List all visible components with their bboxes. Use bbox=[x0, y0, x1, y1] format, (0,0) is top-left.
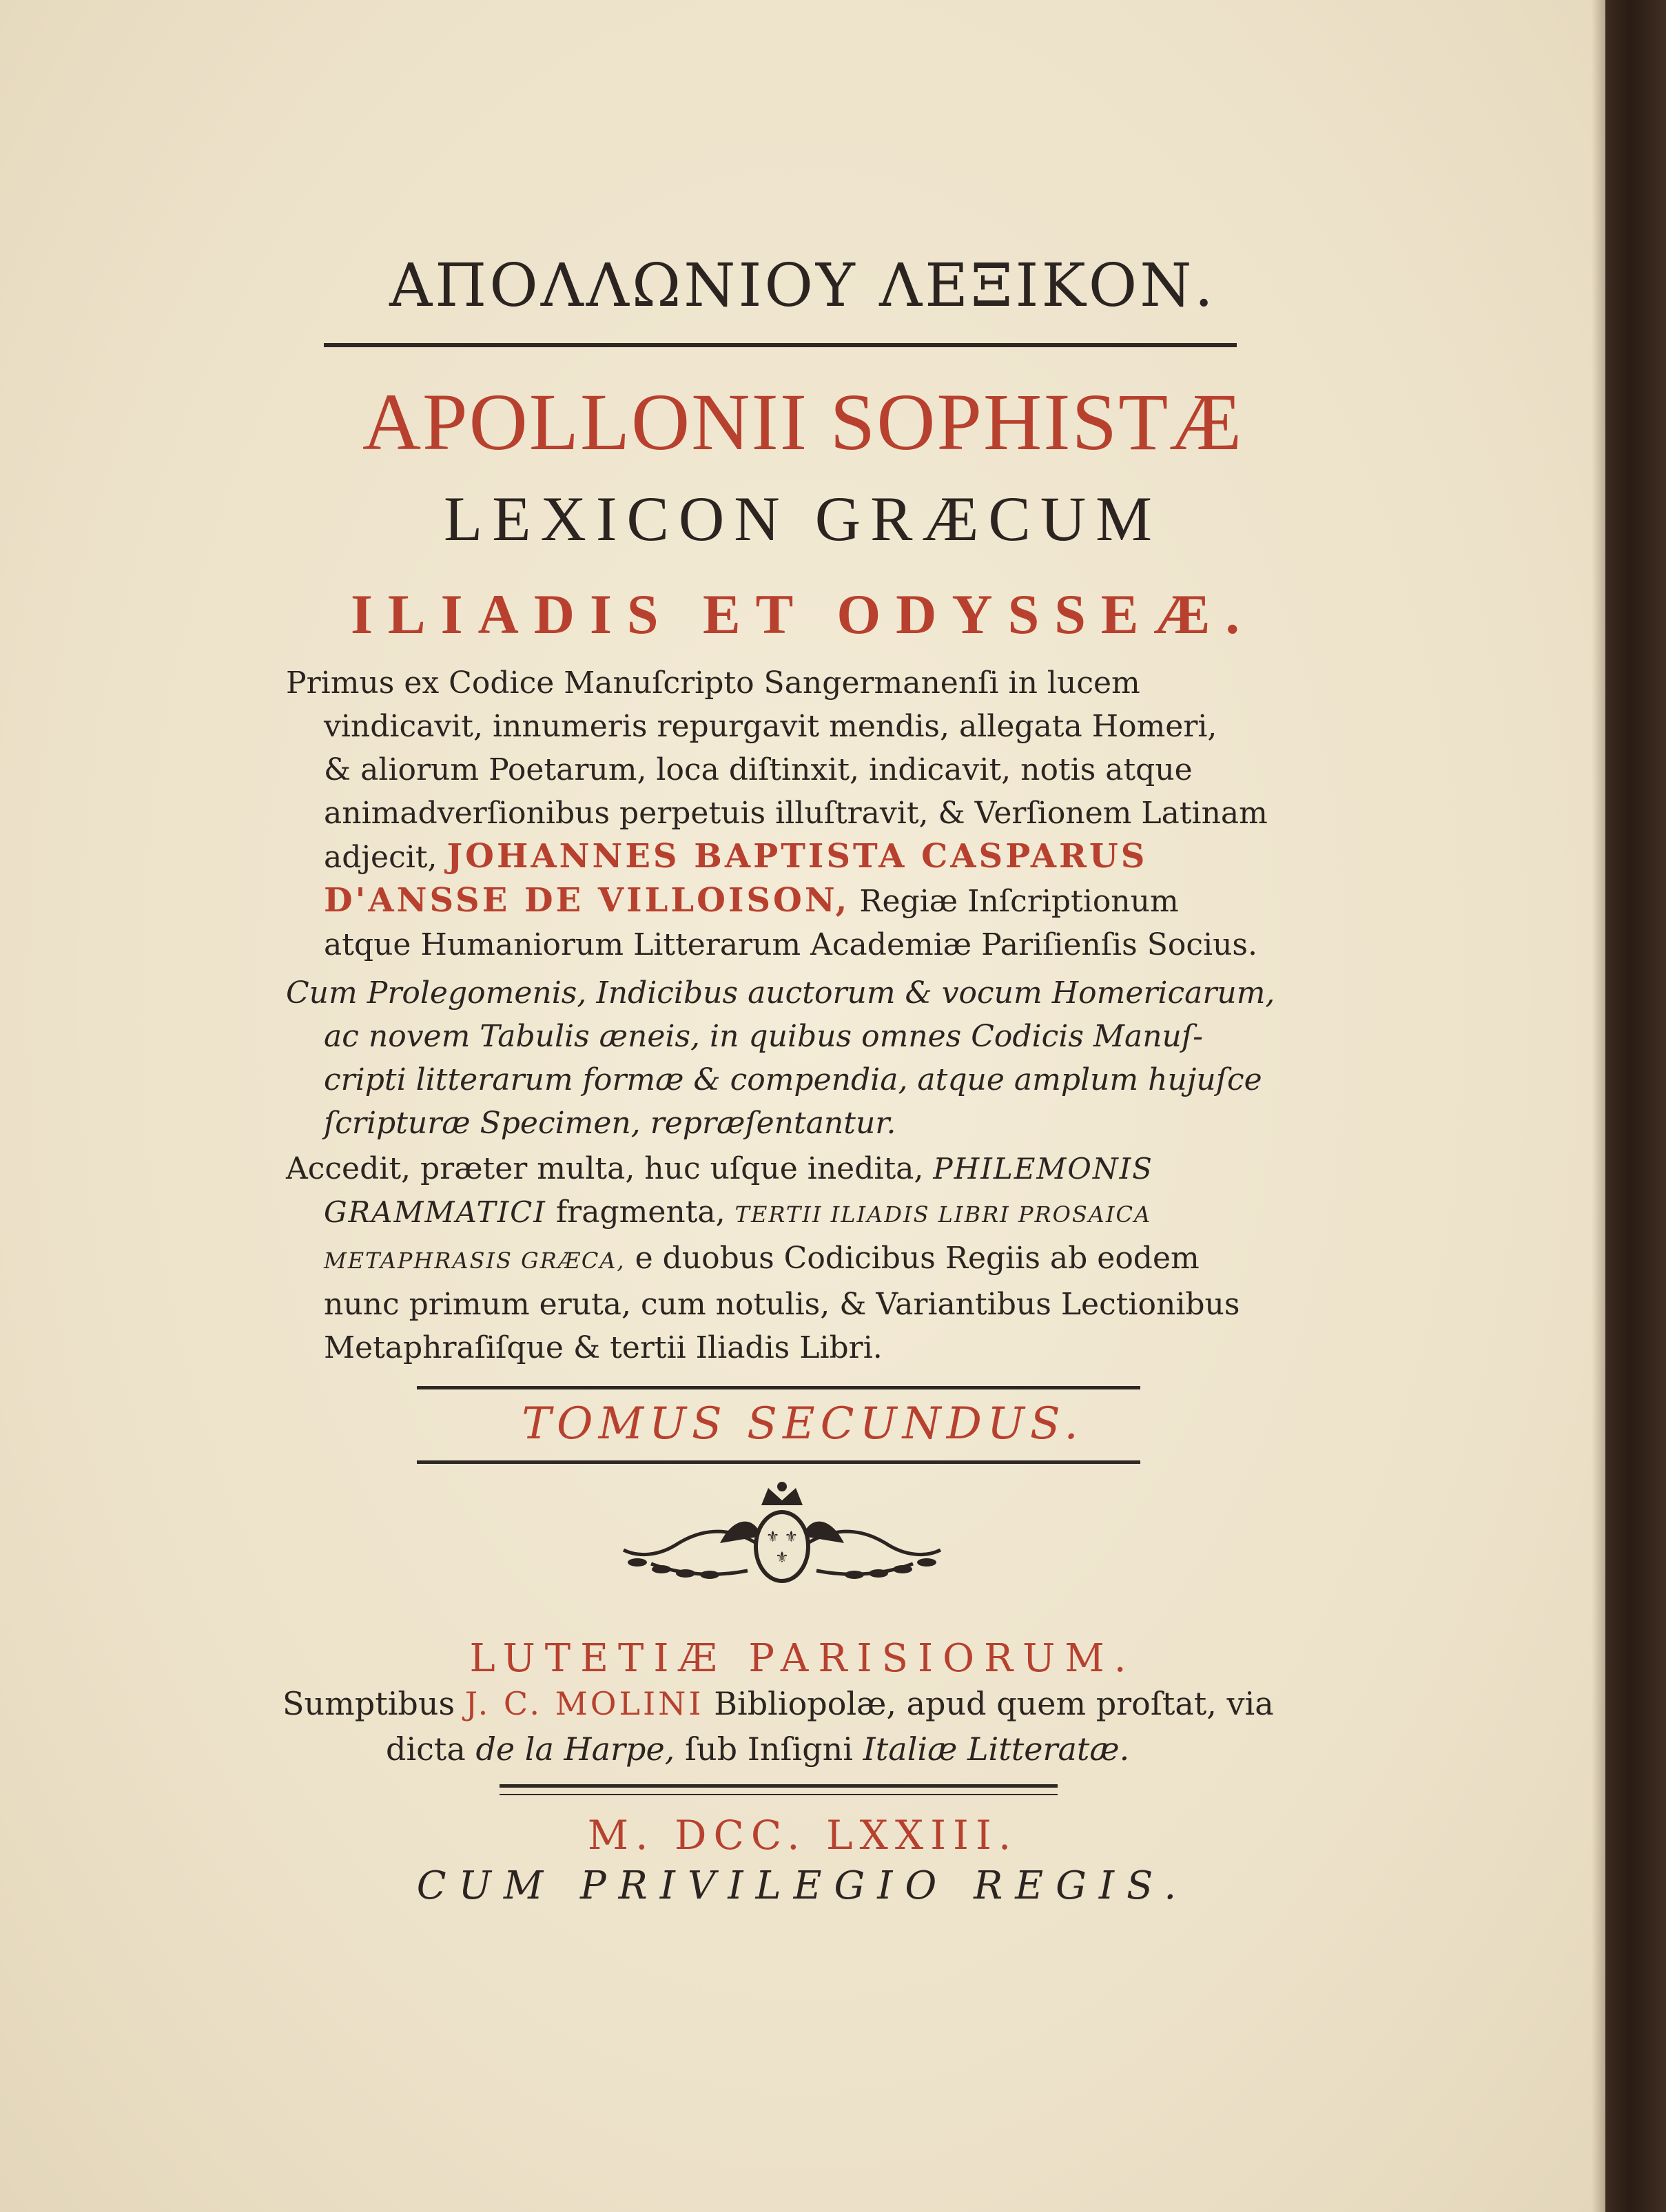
publisher-name: J. C. MOLINI bbox=[464, 1685, 704, 1722]
accedit-paragraph bbox=[286, 1147, 1313, 1369]
paragraph-line bbox=[286, 1237, 1313, 1283]
volume-label: TOMUS SECUNDUS. bbox=[522, 1398, 1084, 1449]
publication-date: M. DCC. LXXIII. bbox=[587, 1812, 1018, 1859]
paragraph-text: e duobus Codicibus Regiis ab eodem bbox=[635, 1241, 1200, 1276]
paragraph-line-author bbox=[286, 835, 1313, 879]
paragraph-line: nunc primum eruta, cum notulis, & Variantibus Lectionibus bbox=[324, 1287, 1240, 1322]
main-title: APOLLONII SOPHISTÆ bbox=[362, 377, 1244, 467]
rule-double-bottom bbox=[500, 1794, 1058, 1795]
prolegomena-paragraph bbox=[286, 971, 1313, 1145]
rule-top bbox=[324, 343, 1237, 347]
royal-crest-icon bbox=[610, 1481, 954, 1619]
small-caps-name: PHILEMONIS bbox=[933, 1152, 1153, 1186]
paragraph-line bbox=[286, 1190, 1313, 1237]
paragraph-line: Metaphraſiſque & tertii Iliadis Libri. bbox=[324, 1330, 883, 1365]
paragraph-line: & aliorum Poetarum, loca diſtinxit, indicavit, notis atque bbox=[324, 752, 1193, 787]
rule-below-volume bbox=[417, 1460, 1140, 1464]
paragraph-line-author bbox=[286, 879, 1313, 923]
paragraph-line: Primus ex Codice Manuſcripto Sangermanenſi in lucem bbox=[286, 665, 1140, 701]
paragraph-text: Accedit, præter multa, huc uſque inedita, bbox=[286, 1151, 924, 1186]
author-name: JOHANNES BAPTISTA CASPARUS bbox=[446, 837, 1148, 876]
imprint-text: Sumptibus bbox=[282, 1685, 455, 1722]
author-name: D'ANSSE DE VILLOISON, bbox=[324, 881, 850, 920]
royal-privilege: CUM PRIVILEGIO REGIS. bbox=[416, 1863, 1189, 1908]
paragraph-line bbox=[286, 1147, 1313, 1190]
paragraph-line: atque Humaniorum Litterarum Academiæ Pariſienſis Socius. bbox=[324, 927, 1257, 962]
description-paragraph bbox=[286, 661, 1313, 967]
paragraph-line: ac novem Tabulis æneis, in quibus omnes Codicis Manuſ- bbox=[324, 1019, 1204, 1054]
greek-title: ΑΠΟΛΛΩΝΙΟΥ ΛΕΞΙΚΟΝ. bbox=[389, 251, 1216, 320]
page-gutter-shadow bbox=[1592, 0, 1607, 2212]
small-caps-title: METAPHRASIS GRÆCA, bbox=[324, 1248, 626, 1274]
street-name: de la Harpe, bbox=[475, 1730, 675, 1768]
svg-text:⚜: ⚜ bbox=[775, 1549, 789, 1567]
small-caps-name: GRAMMATICI bbox=[324, 1195, 546, 1229]
rule-double-top bbox=[500, 1784, 1058, 1788]
svg-text:⚜ ⚜: ⚜ ⚜ bbox=[765, 1529, 799, 1546]
imprint-line bbox=[282, 1681, 1302, 1726]
paragraph-line: animadverſionibus perpetuis illuſtravit, & Verſionem Latinam bbox=[324, 796, 1268, 831]
shop-sign: Italiæ Litteratæ. bbox=[863, 1730, 1130, 1768]
paragraph-text: Regiæ Inſcriptionum bbox=[859, 884, 1179, 919]
paragraph-line: vindicavit, innumeris repurgavit mendis, allegata Homeri, bbox=[324, 709, 1217, 744]
paragraph-line: Cum Prolegomenis, Indicibus auctorum & vocum Homericarum, bbox=[286, 975, 1275, 1011]
imprint-text: Bibliopolæ, apud quem proſtat, via bbox=[714, 1685, 1274, 1722]
imprint-text: ſub Inſigni bbox=[684, 1730, 854, 1768]
rule-above-volume bbox=[417, 1386, 1140, 1389]
subtitle: LEXICON GRÆCUM bbox=[444, 484, 1162, 554]
imprint-text: dicta bbox=[386, 1730, 466, 1768]
small-caps-title: TERTII ILIADIS LIBRI PROSAICA bbox=[734, 1201, 1152, 1228]
book-cover-edge bbox=[1605, 0, 1666, 2212]
paragraph-line: cripti litterarum formæ & compendia, atque amplum hujuſce bbox=[324, 1062, 1262, 1097]
subtitle-iliad-odyssey: ILIADIS ET ODYSSEÆ. bbox=[351, 583, 1255, 645]
imprint-line bbox=[282, 1726, 1302, 1772]
paragraph-text: adjecit, bbox=[324, 840, 438, 875]
imprint-city: LUTETIÆ PARISIORUM. bbox=[469, 1636, 1136, 1681]
paragraph-text: fragmenta, bbox=[555, 1195, 726, 1230]
imprint-block bbox=[282, 1681, 1302, 1772]
paragraph-line: ſcripturæ Specimen, repræſentantur. bbox=[324, 1106, 896, 1141]
